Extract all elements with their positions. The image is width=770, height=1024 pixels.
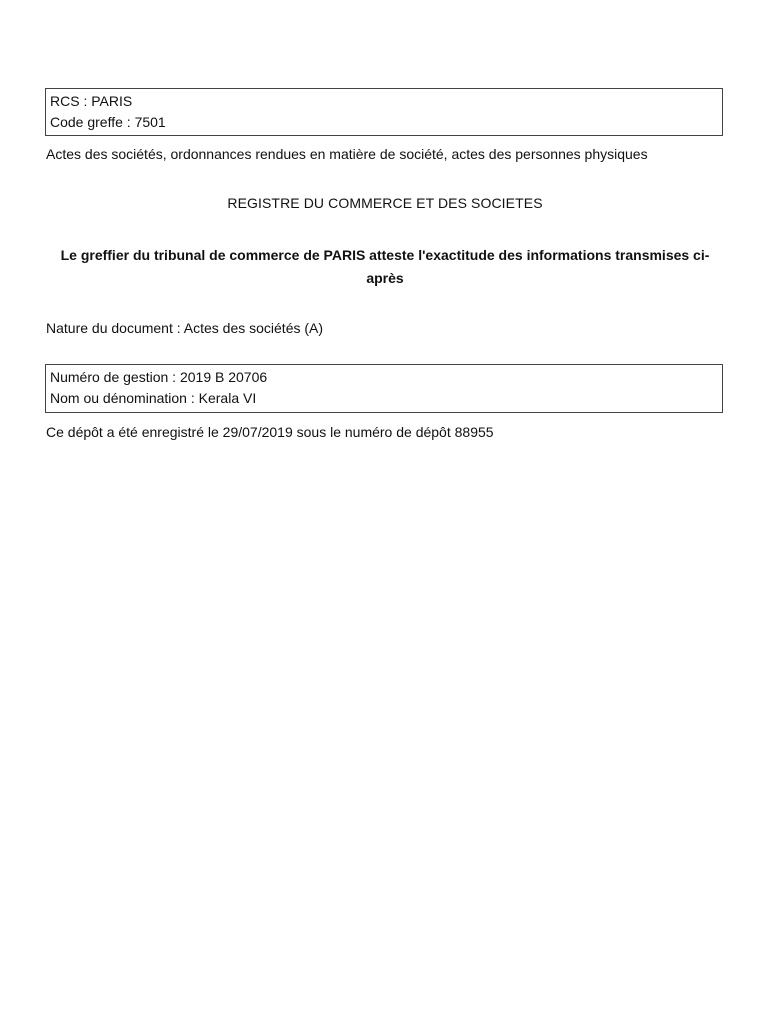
registry-info-box: [45, 88, 723, 136]
code-greffe-line: Code greffe : 7501: [50, 114, 166, 130]
document-nature-line: Nature du document : Actes des sociétés (A): [46, 320, 324, 336]
company-info-box: [45, 364, 723, 413]
rcs-line: RCS : PARIS: [50, 93, 133, 109]
category-line: Actes des sociétés, ordonnances rendues en matière de société, actes des personnes physiques: [46, 146, 648, 162]
attestation-text: Le greffier du tribunal de commerce de PARIS atteste l'exactitude des informations transmises ci-après: [60, 247, 710, 286]
company-name-line: Nom ou dénomination : Kerala VI: [50, 390, 257, 406]
registry-title: REGISTRE DU COMMERCE ET DES SOCIETES: [227, 195, 543, 211]
management-number-line: Numéro de gestion : 2019 B 20706: [50, 369, 268, 385]
deposit-line: Ce dépôt a été enregistré le 29/07/2019 sous le numéro de dépôt 88955: [46, 424, 494, 440]
